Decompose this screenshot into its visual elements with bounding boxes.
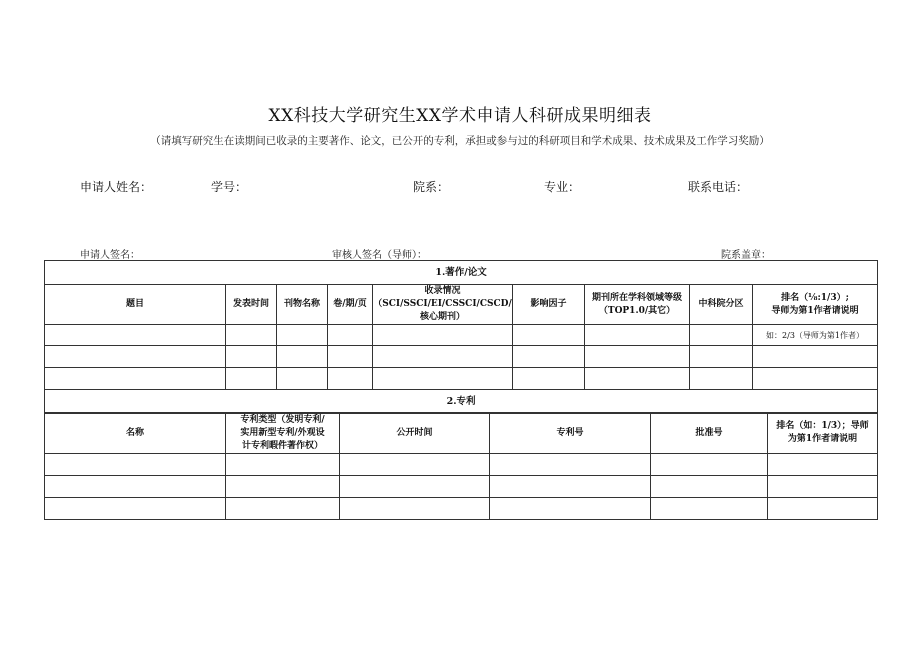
page-title: XX科技大学研究生XX学术申请人科研成果明细表 — [268, 106, 652, 126]
header-level: 期刊所在学科领域等级 （TOP1.0/其它） — [585, 285, 690, 325]
section-2-title: 2.专利 — [45, 390, 878, 414]
reviewer-signature-label: 审核人签名（导师）： — [332, 250, 427, 261]
table-row — [45, 454, 878, 476]
header-index: 收录情况 （SCI/SSCI/EI/CSSCI/CSCD/ 核心期刊） — [373, 285, 513, 325]
header-patent-no: 专利号 — [490, 413, 651, 454]
header-topic: 题目 — [45, 285, 226, 325]
header-rank: 排名（如：1/3）；导师 为第1作者请说明 — [768, 413, 878, 454]
major-label: 专业： — [544, 180, 581, 194]
table-header-row — [45, 413, 878, 454]
seal-label: 院系盖章： — [721, 250, 771, 261]
patents-table — [44, 412, 878, 520]
table-row — [45, 325, 878, 346]
applicant-name-label: 申请人姓名： — [80, 180, 153, 194]
table-row — [45, 476, 878, 498]
section-1-title: 1.著作/论文 — [45, 261, 878, 285]
example-rank: 如：2/3（导师为第1作者） — [753, 325, 878, 346]
header-rank: 排名（⅛:1/3）; 导师为第1作者请说明 — [753, 285, 878, 325]
table-header-row — [45, 285, 878, 325]
table-row — [45, 346, 878, 368]
header-pub-date: 公开时间 — [340, 413, 490, 454]
school-label: 院系： — [413, 180, 450, 194]
table-row — [45, 498, 878, 520]
header-impact: 影响因子 — [513, 285, 585, 325]
student-id-label: 学号： — [211, 180, 248, 194]
table-row — [45, 368, 878, 390]
phone-label: 联系电话： — [688, 180, 749, 194]
applicant-signature-label: 申请人签名： — [80, 250, 140, 261]
header-volume: 卷/期/页 — [328, 285, 373, 325]
header-journal: 刊物名称 — [277, 285, 328, 325]
header-name: 名称 — [45, 413, 226, 454]
page-subtitle: （请填写研究生在读期间已收录的主要著作、论文，已公开的专利，承担或参与过的科研项目和学术成果、技术成果及工作学习奖励） — [150, 135, 770, 147]
header-date: 发表时间 — [226, 285, 277, 325]
header-cas: 中科院分区 — [690, 285, 753, 325]
publications-table — [44, 260, 878, 414]
header-type: 专利类型（发明专利/ 实用新型专利/外观设 计专利暇件著作权） — [226, 413, 340, 454]
header-approval-no: 批准号 — [651, 413, 768, 454]
